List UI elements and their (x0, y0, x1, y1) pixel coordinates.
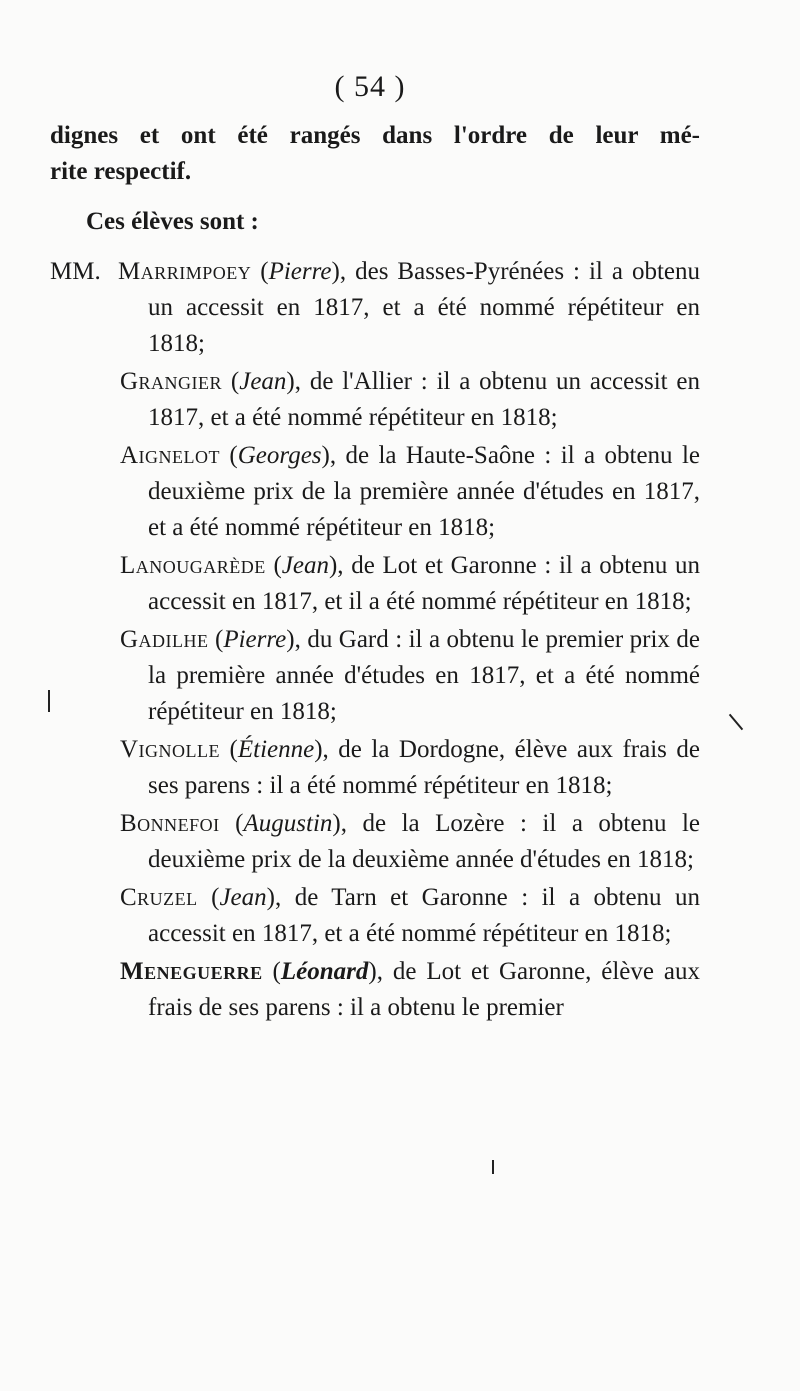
student-surname: Vignolle (120, 736, 221, 763)
student-given-name: Pierre (223, 626, 287, 653)
student-details: , de la Lozère : il a obtenu le deuxième prix de la deuxième année d'études en 1818; (148, 810, 700, 873)
student-entry-lanougarede: Lanougarède (Jean), de Lot et Garonne : il a obtenu un accessit en 1817, et il a été nommé répétiteur en 1818; (120, 552, 700, 615)
page-number: ( 54 ) (334, 70, 406, 103)
student-entry-gadilhe: Gadilhe (Pierre), du Gard : il a obtenu le premier prix de la première année d'études en 1817, et a été nommé répétiteur en 1818; (120, 626, 700, 725)
student-entry-grangier: Grangier (Jean), de l'Allier : il a obtenu un accessit en 1817, et a été nommé répétiteur en 1818; (120, 368, 701, 431)
student-given-name: Pierre (268, 258, 332, 285)
stray-mark (729, 714, 743, 731)
student-surname: Bonnefoi (120, 810, 220, 837)
student-surname: Lanougarède (120, 552, 266, 579)
student-surname: Grangier (120, 368, 223, 395)
student-details: , de la Dordogne, élève aux frais de ses parens : il a été nommé répétiteur en 1818; (148, 736, 700, 799)
student-details: , de la Haute-Saône : il a obtenu le deuxième prix de la première année d'études en 1817, et a été nommé répétiteur en 1818; (148, 442, 700, 541)
section-heading: Ces élèves sont : (86, 208, 259, 235)
text-block (50, 118, 700, 1028)
student-details: , de l'Allier : il a obtenu un accessit en 1817, et a été nommé répétiteur en 1818; (148, 368, 701, 431)
student-surname: Cruzel (120, 884, 198, 911)
student-given-name: Jean (239, 368, 287, 395)
stray-mark (48, 690, 50, 712)
student-details: , de Lot et Garonne, élève aux frais de ses parens : il a obtenu le premier (148, 958, 700, 1021)
student-details: , de Lot et Garonne : il a obtenu un accessit en 1817, et il a été nommé répétiteur en 1818; (148, 552, 700, 615)
student-given-name: Léonard (280, 958, 369, 985)
honorific-prefix: MM. (50, 258, 101, 285)
student-entry-marrimpoey: MM. Marrimpoey (Pierre), des Basses-Pyrénées : il a obtenu un accessit en 1817, et a été nommé répétiteur en 1818; (50, 254, 700, 362)
student-given-name: Augustin (243, 810, 333, 837)
student-entry-cruzel: Cruzel (Jean), de Tarn et Garonne : il a obtenu un accessit en 1817, et a été nommé répétiteur en 1818; (120, 884, 700, 947)
student-entry-bonnefoi: Bonnefoi (Augustin), de la Lozère : il a obtenu le deuxième prix de la deuxième année d'études en 1818; (120, 810, 700, 873)
student-surname: Aignelot (120, 442, 221, 469)
intro-line-1: dignes et ont été rangés dans l'ordre de leur mé- (50, 122, 700, 149)
student-details: , de Tarn et Garonne : il a obtenu un accessit en 1817, et a été nommé répétiteur en 1818; (148, 884, 700, 947)
student-details: , du Gard : il a obtenu le premier prix de la première année d'études en 1817, et a été nommé répétiteur en 1818; (148, 626, 700, 725)
stray-mark (492, 1160, 494, 1174)
student-entry-vignolle: Vignolle (Étienne), de la Dordogne, élève aux frais de ses parens : il a été nommé répétiteur en 1818; (120, 736, 700, 799)
student-given-name: Étienne (237, 736, 315, 763)
student-list (50, 254, 700, 1026)
student-surname: Marrimpoey (118, 258, 252, 285)
student-given-name: Jean (219, 884, 267, 911)
student-surname: Meneguerre (120, 958, 263, 985)
student-given-name: Georges (237, 442, 322, 469)
student-given-name: Jean (281, 552, 329, 579)
intro-line-2: rite respectif. (50, 158, 192, 185)
intro-paragraph (50, 118, 700, 190)
student-entry-aignelot: Aignelot (Georges), de la Haute-Saône : il a obtenu le deuxième prix de la première année d'études en 1817, et a été nommé répétiteur en 1818; (120, 442, 700, 541)
student-surname: Gadilhe (120, 626, 209, 653)
student-details: , des Basses-Pyrénées : il a obtenu un accessit en 1817, et a été nommé répétiteur en 1818; (148, 258, 700, 357)
student-entry-meneguerre: Meneguerre (Léonard), de Lot et Garonne, élève aux frais de ses parens : il a obtenu le premier (120, 958, 700, 1021)
